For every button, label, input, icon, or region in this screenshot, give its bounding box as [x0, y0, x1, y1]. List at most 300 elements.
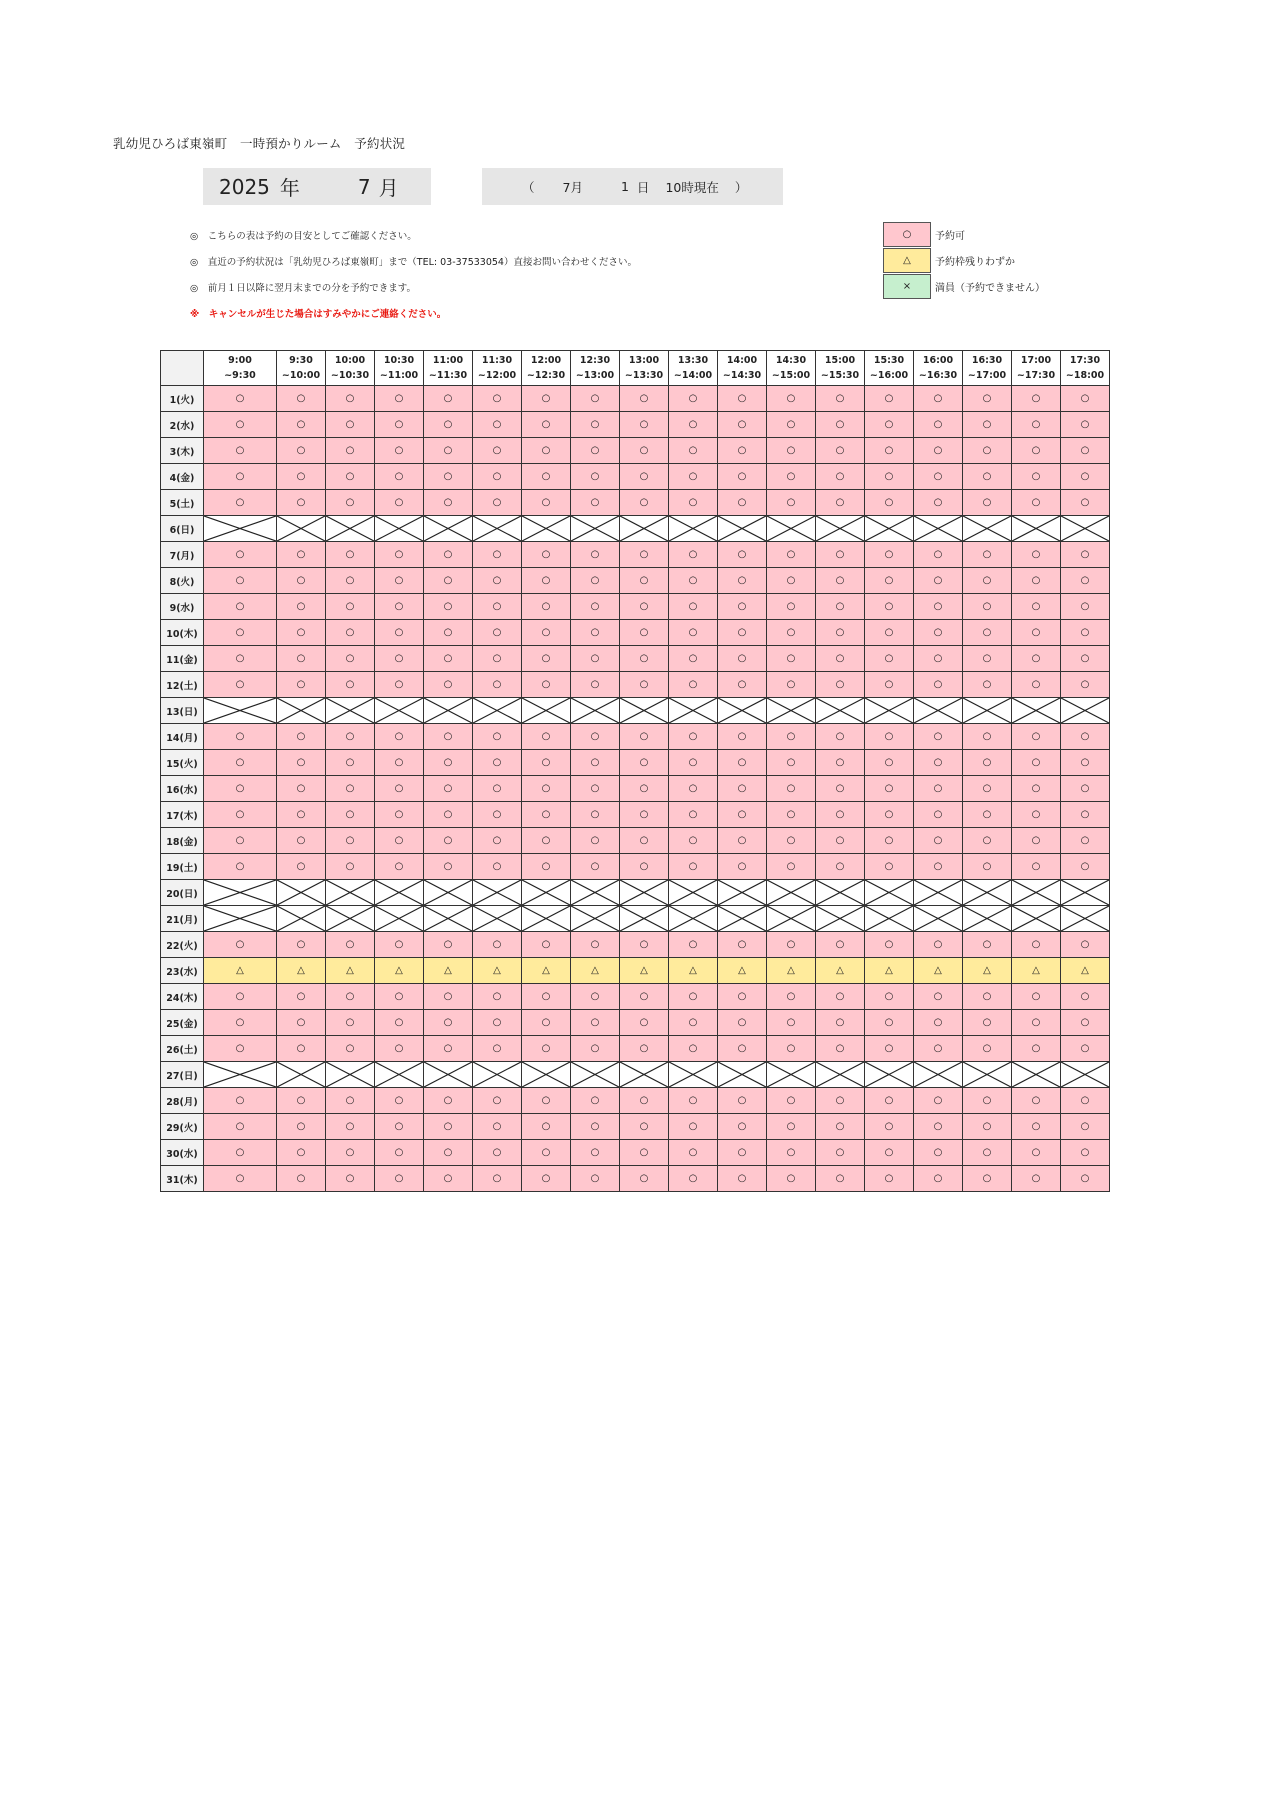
slot-status: ○	[375, 490, 424, 516]
closed-slot	[277, 698, 326, 724]
time-slot-start: 14:00	[726, 355, 758, 366]
slot-status: ○	[522, 542, 571, 568]
slot-status: ○	[914, 1166, 963, 1192]
day-label: 13(日)	[161, 698, 204, 724]
slot-status: ○	[473, 620, 522, 646]
day-label: 9(水)	[161, 594, 204, 620]
legend-item-few	[883, 248, 1015, 273]
slot-status: ○	[669, 1166, 718, 1192]
slot-status: ○	[1061, 490, 1110, 516]
day-label: 17(木)	[161, 802, 204, 828]
day-label: 30(水)	[161, 1140, 204, 1166]
day-row	[161, 490, 1110, 516]
slot-status: ○	[1012, 594, 1061, 620]
day-row	[161, 1114, 1110, 1140]
slot-status: ○	[914, 1036, 963, 1062]
day-label: 3(木)	[161, 438, 204, 464]
slot-status: ○	[277, 490, 326, 516]
slot-status: ○	[669, 984, 718, 1010]
slot-status: △	[571, 958, 620, 984]
slot-status: ○	[914, 412, 963, 438]
closed-slot	[963, 1062, 1012, 1088]
slot-status: ○	[1012, 828, 1061, 854]
slot-status: ○	[375, 568, 424, 594]
day-label: 29(火)	[161, 1114, 204, 1140]
slot-status: ○	[816, 490, 865, 516]
slot-status: ○	[963, 490, 1012, 516]
day-row	[161, 880, 1110, 906]
slot-status: ○	[767, 646, 816, 672]
slot-status: ○	[277, 646, 326, 672]
slot-status: ○	[963, 776, 1012, 802]
closed-slot	[718, 880, 767, 906]
slot-status: ○	[473, 828, 522, 854]
closed-slot	[767, 1062, 816, 1088]
slot-status: ○	[522, 1140, 571, 1166]
slot-status: ○	[375, 646, 424, 672]
closed-slot	[1012, 1062, 1061, 1088]
time-slot-start: 12:00	[530, 355, 562, 366]
day-row	[161, 568, 1110, 594]
slot-status: ○	[1012, 438, 1061, 464]
closed-slot	[571, 906, 620, 932]
day-label: 7(月)	[161, 542, 204, 568]
slot-status: ○	[767, 672, 816, 698]
slot-status: △	[669, 958, 718, 984]
slot-status: ○	[914, 1010, 963, 1036]
day-label: 31(木)	[161, 1166, 204, 1192]
slot-status: ○	[620, 594, 669, 620]
slot-status: ○	[375, 1140, 424, 1166]
slot-status: △	[375, 958, 424, 984]
slot-status: ○	[571, 776, 620, 802]
slot-status: ○	[277, 1166, 326, 1192]
slot-status: ○	[473, 412, 522, 438]
slot-status: ○	[571, 802, 620, 828]
slot-status: ○	[718, 438, 767, 464]
slot-status: ○	[865, 386, 914, 412]
slot-status: ○	[1012, 386, 1061, 412]
slot-status: ○	[620, 1088, 669, 1114]
slot-status: ○	[424, 594, 473, 620]
slot-status: ○	[522, 802, 571, 828]
slot-status: ○	[767, 568, 816, 594]
slot-status: ○	[816, 724, 865, 750]
slot-status: ○	[963, 646, 1012, 672]
slot-status: ○	[1061, 438, 1110, 464]
day-row	[161, 1166, 1110, 1192]
slot-status: ○	[767, 1114, 816, 1140]
slot-status: ○	[204, 646, 277, 672]
closed-slot	[326, 1062, 375, 1088]
legend-item-ok	[883, 222, 965, 247]
time-slot-header	[669, 351, 718, 386]
slot-status: ○	[620, 412, 669, 438]
slot-status: ○	[571, 724, 620, 750]
day-row	[161, 932, 1110, 958]
time-slot-header	[326, 351, 375, 386]
slot-status: ○	[326, 438, 375, 464]
slot-status: ○	[620, 776, 669, 802]
slot-status: ○	[424, 1114, 473, 1140]
slot-status: ○	[816, 1140, 865, 1166]
closed-slot	[1012, 516, 1061, 542]
slot-status: ○	[669, 542, 718, 568]
slot-status: ○	[963, 1088, 1012, 1114]
slot-status: ○	[865, 932, 914, 958]
time-header-row	[161, 351, 1110, 386]
slot-status: ○	[767, 594, 816, 620]
closed-slot	[326, 698, 375, 724]
note-1: ◎ こちらの表は予約の目安としてご確認ください。	[190, 231, 417, 242]
slot-status: ○	[326, 1114, 375, 1140]
slot-status: ○	[718, 984, 767, 1010]
slot-status: ○	[620, 438, 669, 464]
slot-status: ○	[669, 620, 718, 646]
slot-status: ○	[914, 1140, 963, 1166]
slot-status: △	[865, 958, 914, 984]
slot-status: ○	[963, 386, 1012, 412]
time-slot-end: ~10:30	[330, 370, 370, 381]
slot-status: ○	[571, 750, 620, 776]
closed-slot	[669, 906, 718, 932]
slot-status: ○	[473, 724, 522, 750]
day-row	[161, 672, 1110, 698]
slot-status: ○	[473, 1166, 522, 1192]
slot-status: ○	[1012, 620, 1061, 646]
month-value: 7	[357, 174, 371, 199]
slot-status: △	[473, 958, 522, 984]
slot-status: ○	[204, 464, 277, 490]
slot-status: ○	[1012, 724, 1061, 750]
slot-status: ○	[204, 1088, 277, 1114]
day-row	[161, 1088, 1110, 1114]
closed-slot	[473, 516, 522, 542]
closed-slot	[522, 906, 571, 932]
day-label: 22(火)	[161, 932, 204, 958]
slot-status: ○	[473, 1140, 522, 1166]
slot-status: ○	[424, 464, 473, 490]
slot-status: ○	[375, 802, 424, 828]
slot-status: ○	[277, 672, 326, 698]
time-slot-end: ~13:00	[575, 370, 615, 381]
slot-status: ○	[914, 724, 963, 750]
slot-status: ○	[1061, 854, 1110, 880]
slot-status: ○	[424, 802, 473, 828]
slot-status: ○	[571, 984, 620, 1010]
slot-status: ○	[767, 1036, 816, 1062]
slot-status: ○	[914, 672, 963, 698]
slot-status: ○	[375, 464, 424, 490]
slot-status: ○	[1012, 672, 1061, 698]
slot-status: ○	[669, 464, 718, 490]
slot-status: ○	[204, 1010, 277, 1036]
slot-status: ○	[326, 412, 375, 438]
slot-status: ○	[277, 828, 326, 854]
slot-status: ○	[473, 750, 522, 776]
slot-status: ○	[816, 776, 865, 802]
slot-status: ○	[326, 672, 375, 698]
day-row	[161, 828, 1110, 854]
slot-status: ○	[963, 984, 1012, 1010]
day-row	[161, 724, 1110, 750]
slot-status: ○	[1061, 724, 1110, 750]
time-slot-end: ~14:00	[673, 370, 713, 381]
closed-slot	[424, 516, 473, 542]
slot-status: ○	[1061, 412, 1110, 438]
time-slot-header	[718, 351, 767, 386]
slot-status: ○	[963, 412, 1012, 438]
day-row	[161, 464, 1110, 490]
closed-slot	[375, 516, 424, 542]
closed-slot	[1012, 698, 1061, 724]
slot-status: ○	[424, 828, 473, 854]
slot-status: ○	[914, 854, 963, 880]
day-label: 5(土)	[161, 490, 204, 516]
slot-status: ○	[620, 620, 669, 646]
cancel-note: ※ キャンセルが生じた場合はすみやかにご連絡ください。	[190, 309, 447, 320]
slot-status: ○	[669, 594, 718, 620]
slot-status: ○	[204, 412, 277, 438]
slot-status: ○	[1061, 932, 1110, 958]
slot-status: ○	[669, 646, 718, 672]
slot-status: ○	[1061, 828, 1110, 854]
day-label: 1(火)	[161, 386, 204, 412]
slot-status: ○	[571, 1036, 620, 1062]
slot-status: ○	[963, 1114, 1012, 1140]
slot-status: ○	[473, 776, 522, 802]
day-row	[161, 542, 1110, 568]
slot-status: ○	[767, 542, 816, 568]
closed-slot	[204, 516, 277, 542]
slot-status: ○	[914, 750, 963, 776]
time-slot-end: ~15:30	[820, 370, 860, 381]
slot-status: ○	[204, 1140, 277, 1166]
day-label: 6(日)	[161, 516, 204, 542]
slot-status: △	[1012, 958, 1061, 984]
slot-status: ○	[767, 776, 816, 802]
time-slot-start: 10:30	[383, 355, 415, 366]
slot-status: ○	[424, 646, 473, 672]
slot-status: ○	[767, 1010, 816, 1036]
closed-slot	[277, 516, 326, 542]
closed-slot	[767, 698, 816, 724]
slot-status: ○	[571, 542, 620, 568]
closed-slot	[1061, 1062, 1110, 1088]
slot-status: ○	[1012, 1114, 1061, 1140]
slot-status: ○	[375, 828, 424, 854]
slot-status: ○	[277, 984, 326, 1010]
slot-status: ○	[522, 464, 571, 490]
closed-slot	[963, 906, 1012, 932]
slot-status: ○	[1061, 464, 1110, 490]
slot-status: ○	[473, 984, 522, 1010]
slot-status: ○	[1061, 1036, 1110, 1062]
time-slot-header	[473, 351, 522, 386]
slot-status: ○	[277, 542, 326, 568]
slot-status: ○	[963, 1010, 1012, 1036]
slot-status: ○	[914, 490, 963, 516]
slot-status: ○	[865, 1140, 914, 1166]
slot-status: ○	[816, 568, 865, 594]
legend-label-few: 予約枠残りわずか	[935, 257, 1015, 268]
slot-status: ○	[522, 620, 571, 646]
closed-slot	[620, 516, 669, 542]
slot-status: ○	[326, 568, 375, 594]
page-title: 乳幼児ひろば東嶺町 一時預かりルーム 予約状況	[113, 136, 406, 151]
time-slot-end: ~11:30	[428, 370, 468, 381]
slot-status: ○	[1012, 646, 1061, 672]
slot-status: ○	[1061, 802, 1110, 828]
closed-slot	[1061, 906, 1110, 932]
slot-status: ○	[522, 828, 571, 854]
slot-status: ○	[277, 854, 326, 880]
time-slot-end: ~14:30	[722, 370, 762, 381]
slot-status: ○	[718, 620, 767, 646]
slot-status: ○	[571, 568, 620, 594]
slot-status: ○	[718, 1010, 767, 1036]
slot-status: ○	[375, 542, 424, 568]
note-2: ◎ 直近の予約状況は「乳幼児ひろば東嶺町」まで（TEL: 03-37533054）直接お問い合わせください。	[190, 257, 637, 268]
slot-status: ○	[204, 750, 277, 776]
slot-status: ○	[277, 1140, 326, 1166]
slot-status: ○	[277, 1088, 326, 1114]
closed-slot	[375, 1062, 424, 1088]
closed-slot	[669, 698, 718, 724]
day-row	[161, 438, 1110, 464]
slot-status: ○	[963, 1166, 1012, 1192]
closed-slot	[963, 698, 1012, 724]
slot-status: ○	[375, 672, 424, 698]
slot-status: ○	[914, 984, 963, 1010]
slot-status: ○	[326, 1010, 375, 1036]
time-slot-start: 15:30	[873, 355, 905, 366]
slot-status: ○	[204, 490, 277, 516]
slot-status: ○	[1061, 984, 1110, 1010]
year-value: 2025	[219, 174, 270, 199]
closed-slot	[522, 516, 571, 542]
slot-status: ○	[204, 386, 277, 412]
slot-status: ○	[865, 1036, 914, 1062]
day-row	[161, 412, 1110, 438]
closed-slot	[767, 880, 816, 906]
closed-slot	[865, 516, 914, 542]
slot-status: ○	[1012, 568, 1061, 594]
slot-status: ○	[424, 1166, 473, 1192]
day-label: 20(日)	[161, 880, 204, 906]
time-slot-header	[963, 351, 1012, 386]
time-slot-header	[816, 351, 865, 386]
slot-status: ○	[1061, 620, 1110, 646]
closed-slot	[669, 516, 718, 542]
slot-status: ○	[963, 750, 1012, 776]
slot-status: ○	[620, 1036, 669, 1062]
slot-status: ○	[522, 438, 571, 464]
slot-status: ○	[326, 750, 375, 776]
slot-status: ○	[963, 620, 1012, 646]
closed-slot	[914, 906, 963, 932]
slot-status: ○	[375, 854, 424, 880]
day-label: 15(火)	[161, 750, 204, 776]
slot-status: ○	[718, 802, 767, 828]
slot-status: ○	[277, 594, 326, 620]
slot-status: ○	[1012, 1140, 1061, 1166]
closed-slot	[204, 1062, 277, 1088]
closed-slot	[718, 698, 767, 724]
slot-status: ○	[1061, 750, 1110, 776]
slot-status: ○	[204, 542, 277, 568]
slot-status: ○	[767, 724, 816, 750]
closed-slot	[375, 880, 424, 906]
closed-slot	[865, 1062, 914, 1088]
slot-status: ○	[816, 1036, 865, 1062]
as-of-box	[482, 168, 783, 205]
slot-status: ○	[1061, 542, 1110, 568]
slot-status: ○	[718, 1088, 767, 1114]
day-row	[161, 594, 1110, 620]
slot-status: ○	[718, 854, 767, 880]
slot-status: ○	[424, 1140, 473, 1166]
slot-status: ○	[473, 646, 522, 672]
slot-status: ○	[1061, 1088, 1110, 1114]
slot-status: ○	[375, 750, 424, 776]
slot-status: ○	[865, 776, 914, 802]
closed-slot	[718, 1062, 767, 1088]
slot-status: ○	[767, 854, 816, 880]
slot-status: ○	[1061, 568, 1110, 594]
closed-slot	[914, 880, 963, 906]
slot-status: ○	[277, 776, 326, 802]
slot-status: ○	[375, 1010, 424, 1036]
slot-status: ○	[914, 568, 963, 594]
closed-slot	[424, 698, 473, 724]
slot-status: ○	[204, 828, 277, 854]
slot-status: ○	[865, 672, 914, 698]
time-slot-start: 11:30	[481, 355, 513, 366]
time-slot-start: 14:30	[775, 355, 807, 366]
slot-status: ○	[522, 490, 571, 516]
as-of-time: 10時現在	[665, 179, 719, 195]
slot-status: ○	[669, 438, 718, 464]
day-label: 11(金)	[161, 646, 204, 672]
slot-status: ○	[767, 464, 816, 490]
slot-status: ○	[571, 490, 620, 516]
slot-status: ○	[277, 438, 326, 464]
slot-status: ○	[1061, 1140, 1110, 1166]
closed-slot	[277, 1062, 326, 1088]
time-slot-header	[424, 351, 473, 386]
closed-slot	[865, 698, 914, 724]
slot-status: △	[767, 958, 816, 984]
slot-status: ○	[473, 802, 522, 828]
closed-slot	[375, 698, 424, 724]
as-of-close-paren: ）	[734, 179, 748, 195]
slot-status: ○	[865, 568, 914, 594]
slot-status: ○	[522, 854, 571, 880]
slot-status: ○	[865, 646, 914, 672]
slot-status: ○	[473, 1036, 522, 1062]
day-label: 12(土)	[161, 672, 204, 698]
closed-slot	[326, 516, 375, 542]
slot-status: ○	[1061, 1114, 1110, 1140]
slot-status: ○	[963, 672, 1012, 698]
slot-status: ○	[424, 620, 473, 646]
slot-status: ○	[473, 1114, 522, 1140]
slot-status: ○	[816, 646, 865, 672]
slot-status: △	[620, 958, 669, 984]
slot-status: ○	[375, 620, 424, 646]
slot-status: ○	[1061, 1166, 1110, 1192]
